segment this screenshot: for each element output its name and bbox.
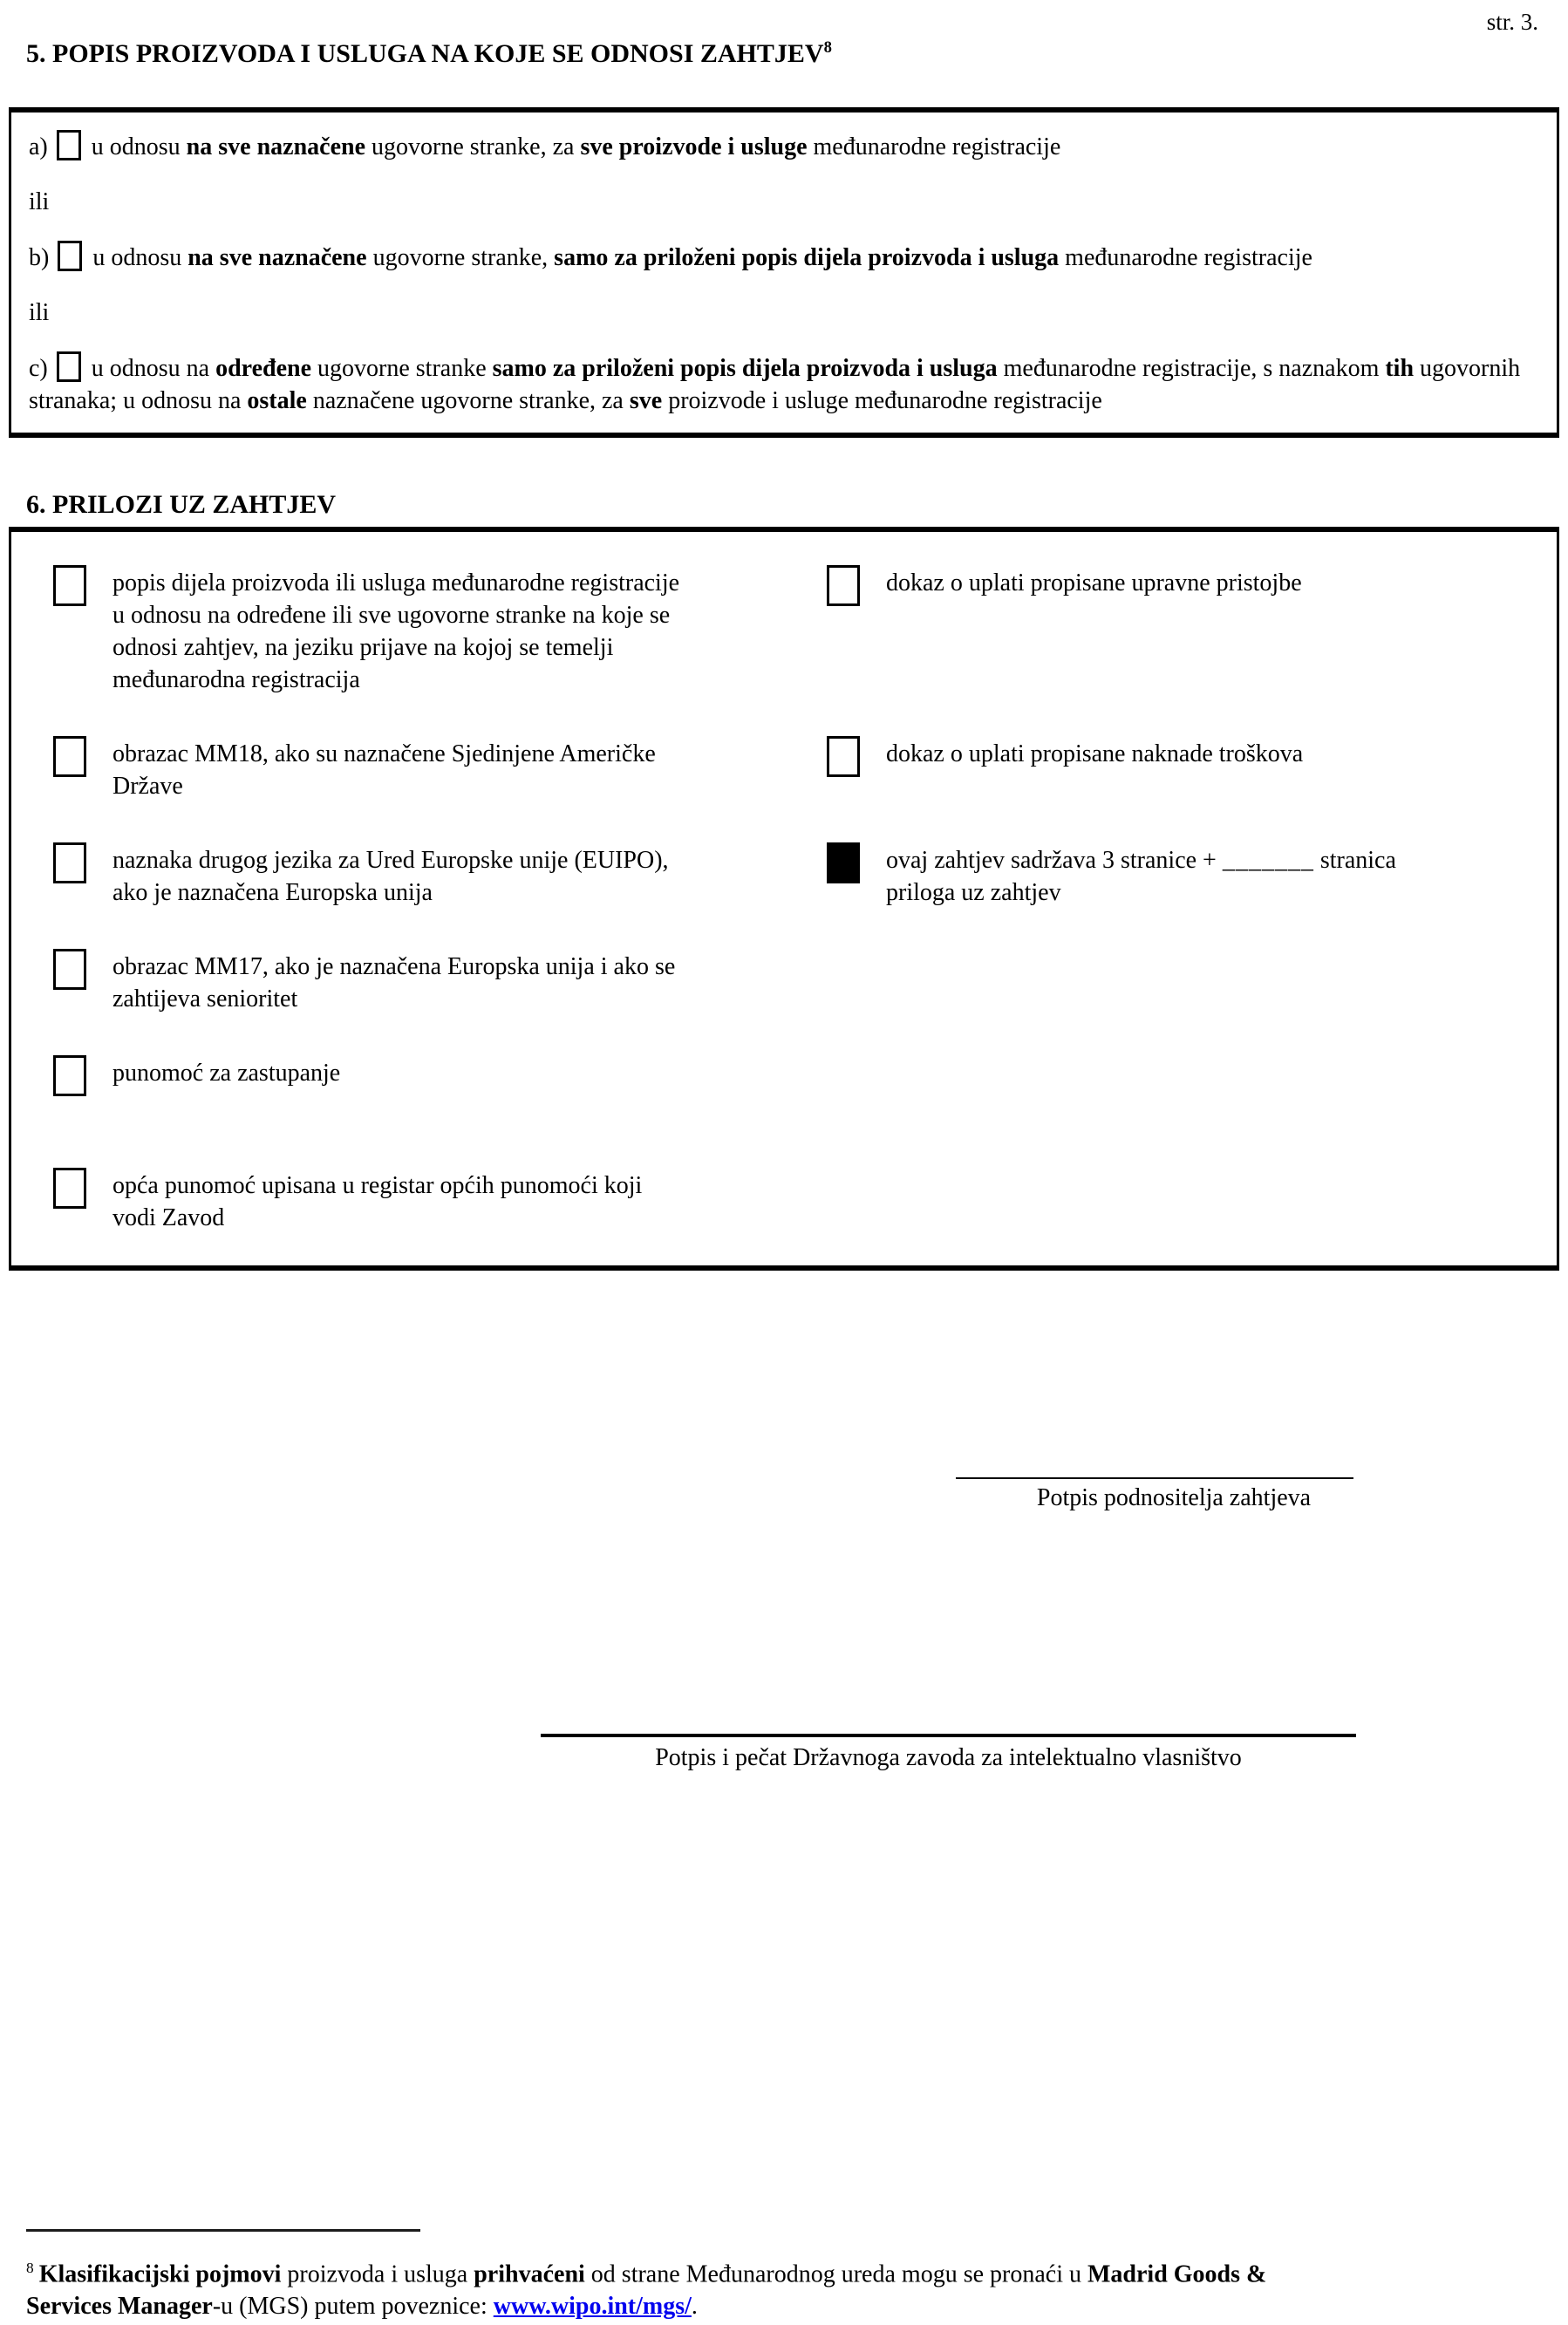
option-c-prefix: c) (29, 355, 48, 382)
attachments-row (29, 1055, 1539, 1096)
attachment-label: obrazac MM17, ako je naznačena Europska unija i ako se zahtijeva senioritet (112, 953, 676, 1012)
footnote-ref-8: 8 (823, 38, 832, 57)
attachment-checkbox-mm17[interactable] (53, 949, 86, 990)
attachment-label: dokaz o uplati propisane naknade troškova (886, 740, 1304, 767)
footnote-8-text: Klasifikacijski pojmovi proizvoda i usluga prihvaćeni od strane Međunarodnog ureda mogu se pronaći u Madrid Goods & Services Manager-u (MGS) putem poveznice: www.wipo.int/mgs/. (26, 2260, 1267, 2321)
attachment-label: dokaz o uplati propisane upravne pristojbe (886, 569, 1302, 597)
section-6-heading: 6. PRILOZI UZ ZAHTJEV (26, 490, 337, 519)
attachment-checkbox-dokaz-pristojba[interactable] (827, 565, 860, 606)
attachment-label: opća punomoć upisana u registar općih punomoći koji vodi Zavod (112, 1172, 643, 1231)
pages-count-blank[interactable]: _______ (1222, 847, 1314, 874)
section-5-heading (26, 0, 1542, 69)
attachment-item-mm18 (29, 736, 827, 802)
option-a (29, 130, 1537, 163)
office-signature-block (541, 1734, 1356, 1774)
attachment-label (886, 844, 1422, 909)
attachment-checkbox-opca-punomoc[interactable] (53, 1168, 86, 1209)
attachment-item-broj-stranica (827, 842, 1539, 909)
attachment-item-dokaz-troskovi (827, 736, 1539, 777)
attachment-item-popis-dijela (29, 565, 827, 696)
footnote-8-ref: 8 (26, 2260, 34, 2276)
option-c (29, 351, 1537, 417)
wipo-mgs-link[interactable]: www.wipo.int/mgs/ (493, 2293, 692, 2321)
attachment-item-punomoc (29, 1055, 827, 1096)
option-c-text: u odnosu na određene ugovorne stranke samo za priloženi popis dijela proizvoda i usluga međunarodne registracije, s naznakom tih ugovornih stranaka; u odnosu na ostale naznačene ugovorne stranke, za sve proizvode i usluge međunarodne registracije (29, 355, 1521, 414)
attachment-item-opca-punomoc (29, 1168, 827, 1234)
pages-text-before: ovaj zahtjev sadržava 3 stranice + (886, 847, 1217, 874)
attachment-item-drugi-jezik-euipo (29, 842, 827, 909)
option-c-checkbox[interactable] (57, 351, 81, 382)
applicant-signature-label: Potpis podnositelja zahtjeva (1036, 1484, 1312, 1511)
attachment-checkbox-drugi-jezik-euipo[interactable] (53, 842, 86, 883)
attachment-checkbox-popis-dijela[interactable] (53, 565, 86, 606)
attachment-checkbox-punomoc[interactable] (53, 1055, 86, 1096)
attachment-item-dokaz-pristojba (827, 565, 1539, 606)
attachments-row (29, 736, 1539, 802)
attachments-row (29, 565, 1539, 696)
pages-text-after: stranica priloga uz zahtjev (886, 847, 1396, 906)
option-a-checkbox[interactable] (57, 130, 81, 160)
attachments-row (29, 949, 1539, 1015)
option-a-prefix: a) (29, 133, 48, 160)
attachments-row (29, 842, 1539, 909)
or-separator: ili (29, 299, 50, 326)
section-5-box (9, 107, 1559, 438)
office-signature-label: Potpis i pečat Državnoga zavoda za intelektualno vlasništvo (655, 1744, 1242, 1771)
attachment-label: obrazac MM18, ako su naznačene Sjedinjene Američke Države (112, 740, 656, 800)
option-b-prefix: b) (29, 244, 50, 271)
attachment-checkbox-broj-stranica[interactable] (827, 842, 860, 883)
attachment-label: naznaka drugog jezika za Ured Europske unije (EUIPO), ako je naznačena Europska unija (112, 847, 669, 906)
footnote-divider (26, 2229, 420, 2232)
or-separator: ili (29, 188, 50, 215)
option-b (29, 241, 1537, 274)
option-b-checkbox[interactable] (58, 241, 82, 271)
attachment-label: popis dijela proizvoda ili usluga međunarodne registracije u odnosu na određene ili sve ugovorne stranke na koje se odnosi zahtjev, na jeziku prijave na kojoj se temelji međunarodna registracija (112, 569, 680, 693)
page-number: str. 3. (1486, 9, 1538, 35)
section-6-box (9, 527, 1559, 1271)
attachment-item-mm17 (29, 949, 827, 1015)
section-5-heading-text: 5. POPIS PROIZVODA I USLUGA NA KOJE SE ODNOSI ZAHTJEV (26, 39, 824, 68)
attachment-checkbox-mm18[interactable] (53, 736, 86, 777)
option-a-text: u odnosu na sve naznačene ugovorne stranke, za sve proizvode i usluge međunarodne registracije (91, 133, 1061, 160)
option-b-text: u odnosu na sve naznačene ugovorne stranke, samo za priloženi popis dijela proizvoda i usluga međunarodne registracije (92, 244, 1312, 271)
attachment-label: punomoć za zastupanje (112, 1060, 341, 1087)
attachment-checkbox-dokaz-troskovi[interactable] (827, 736, 860, 777)
footnote-8 (26, 2252, 1334, 2322)
attachments-row (29, 1168, 1539, 1234)
applicant-signature-block (956, 1477, 1353, 1514)
